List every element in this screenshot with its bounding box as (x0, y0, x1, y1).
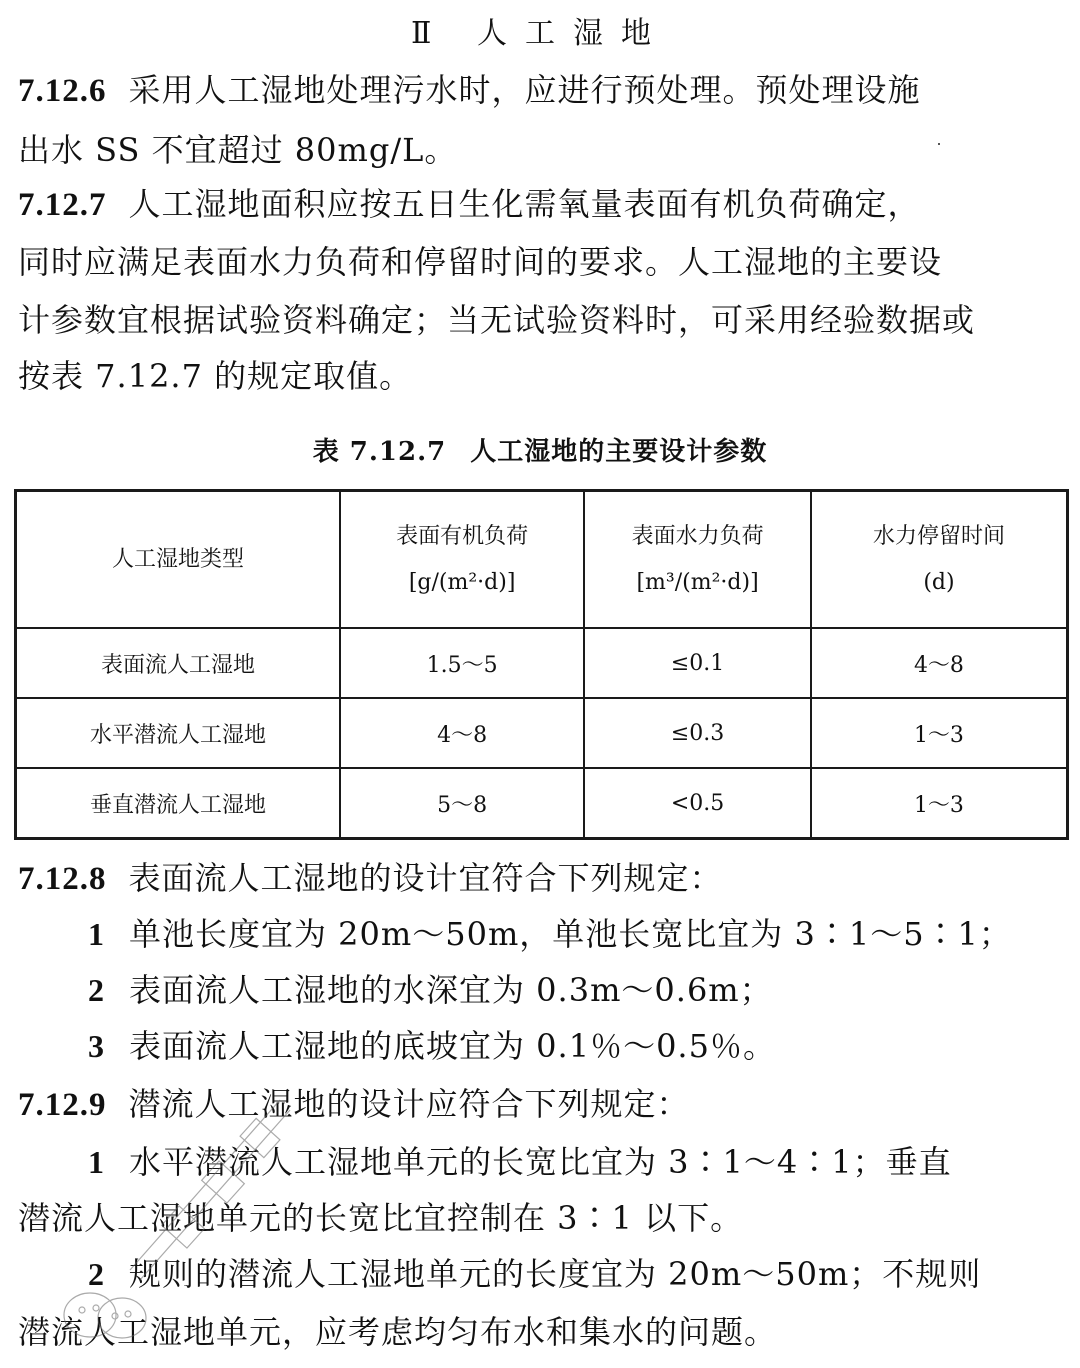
item-text: 水平潜流人工湿地单元的长宽比宜为 3∶1～4∶1；垂直 (129, 1143, 952, 1181)
cell-hydraulic-load: ≤0.1 (584, 628, 811, 698)
clause-text: 人工湿地面积应按五日生化需氧量表面有机负荷确定， (128, 185, 921, 223)
item-text: 规则的潜流人工湿地单元的长度宜为 20m～50m；不规则 (129, 1255, 982, 1293)
clause-7-12-7-line-4: 按表 7.12.7 的规定取值。 (18, 357, 413, 395)
item-number: 1 (88, 1144, 105, 1180)
clause-7-12-8-intro (18, 858, 723, 899)
header-retention-time: 水力停留时间 (d) (811, 491, 1068, 629)
clause-7-12-7-line-3: 计参数宜根据试验资料确定；当无试验资料时，可采用经验数据或 (18, 301, 976, 339)
clause-text: 潜流人工湿地的设计应符合下列规定： (128, 1085, 690, 1123)
cell-organic-load: 5～8 (340, 768, 584, 839)
clause-number: 7.12.7 (18, 187, 107, 223)
table-number: 表 7.12.7 (312, 437, 447, 467)
item-text: 单池长度宜为 20m～50m，单池长宽比宜为 3∶1～5∶1； (129, 915, 1012, 953)
table-row (16, 628, 1068, 698)
clause-7-12-9-item-2-line-2: 潜流人工湿地单元，应考虑均匀布水和集水的问题。 (18, 1313, 778, 1351)
cell-type: 水平潜流人工湿地 (16, 698, 341, 768)
table-row (16, 768, 1068, 839)
item-text: 表面流人工湿地的底坡宜为 0.1％～0.5％。 (129, 1027, 776, 1065)
header-organic-load: 表面有机负荷 [g/(m²·d)] (340, 491, 584, 629)
item-number: 3 (88, 1028, 105, 1064)
cell-type: 垂直潜流人工湿地 (16, 768, 341, 839)
clause-7-12-6-line-2: 出水 SS 不宜超过 80mg/L。 (18, 131, 458, 169)
clause-7-12-8-item-3 (88, 1026, 776, 1066)
clause-number: 7.12.6 (18, 73, 107, 109)
cell-type: 表面流人工湿地 (16, 628, 341, 698)
cell-hydraulic-load: ≤0.3 (584, 698, 811, 768)
clause-7-12-6-line-1 (18, 70, 921, 111)
cell-hydraulic-load: <0.5 (584, 768, 811, 839)
item-number: 1 (88, 916, 105, 952)
scan-speck (938, 143, 940, 145)
header-wetland-type: 人工湿地类型 (16, 491, 341, 629)
cell-retention-time: 1～3 (811, 698, 1068, 768)
table-caption (0, 432, 1080, 472)
cell-organic-load: 4～8 (340, 698, 584, 768)
clause-number: 7.12.8 (18, 861, 107, 897)
clause-text: 采用人工湿地处理污水时，应进行预处理。预处理设施 (128, 71, 921, 109)
table-header-row (16, 491, 1068, 629)
clause-text: 表面流人工湿地的设计宜符合下列规定： (128, 859, 723, 897)
cell-retention-time: 1～3 (811, 768, 1068, 839)
clause-7-12-9-item-2-line-1 (88, 1254, 981, 1294)
cell-retention-time: 4～8 (811, 628, 1068, 698)
clause-7-12-8-item-2 (88, 970, 773, 1010)
clause-7-12-9-item-1-line-2: 潜流人工湿地单元的长宽比宜控制在 3∶1 以下。 (18, 1199, 744, 1237)
header-hydraulic-load: 表面水力负荷 [m³/(m²·d)] (584, 491, 811, 629)
clause-7-12-8-item-1 (88, 914, 1012, 954)
clause-7-12-9-intro (18, 1084, 690, 1125)
table-row (16, 698, 1068, 768)
clause-7-12-7-line-1 (18, 184, 921, 225)
cell-organic-load: 1.5～5 (340, 628, 584, 698)
item-number: 2 (88, 972, 105, 1008)
clause-7-12-9-item-1-line-1 (88, 1142, 952, 1182)
item-text: 表面流人工湿地的水深宜为 0.3m～0.6m； (129, 971, 773, 1009)
clause-7-12-7-line-2: 同时应满足表面水力负荷和停留时间的要求。人工湿地的主要设 (18, 243, 943, 281)
table-title: 人工湿地的主要设计参数 (470, 437, 768, 467)
section-heading: Ⅱ 人工湿地 (411, 16, 669, 51)
clause-number: 7.12.9 (18, 1087, 107, 1123)
design-parameters-table (14, 489, 1069, 840)
item-number: 2 (88, 1256, 105, 1292)
